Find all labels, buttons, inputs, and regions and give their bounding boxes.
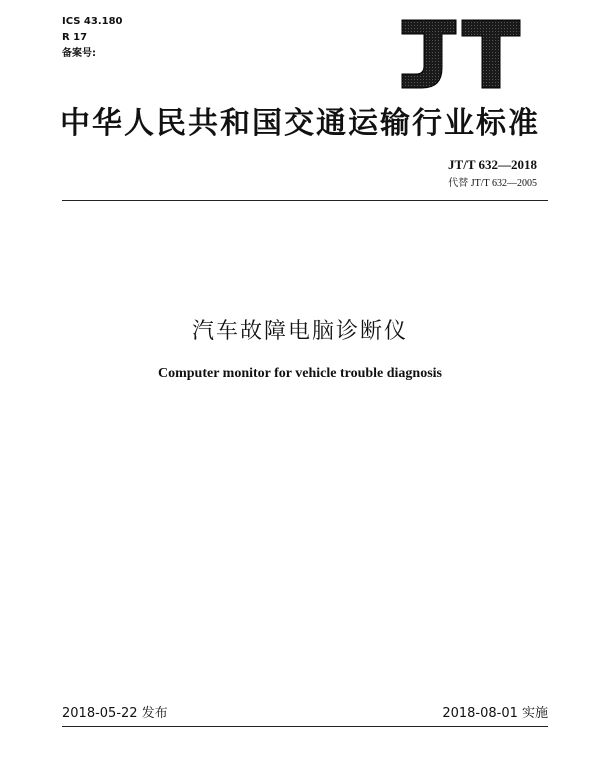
bottom-divider: [62, 726, 548, 727]
meta-block: [62, 14, 123, 62]
ics-code: ICS 43.180: [62, 16, 123, 27]
issue-date: 2018-05-22 发布: [62, 706, 168, 721]
jt-logo-icon: [398, 18, 522, 90]
top-divider: [62, 200, 548, 201]
document-title-english: Computer monitor for vehicle trouble diagnosis: [157, 366, 443, 381]
filing-number: 备案号:: [62, 48, 96, 59]
category-code: R 17: [62, 32, 88, 43]
standard-number: JT/T 632—2018: [448, 157, 537, 172]
implementation-date: 2018-08-01 实施: [442, 706, 548, 721]
issuing-authority-title: 中华人民共和国交通运输行业标准: [60, 106, 540, 141]
replaced-standard: 代替 JT/T 632—2005: [448, 178, 537, 189]
document-title-chinese: 汽车故障电脑诊断仪: [191, 319, 408, 344]
